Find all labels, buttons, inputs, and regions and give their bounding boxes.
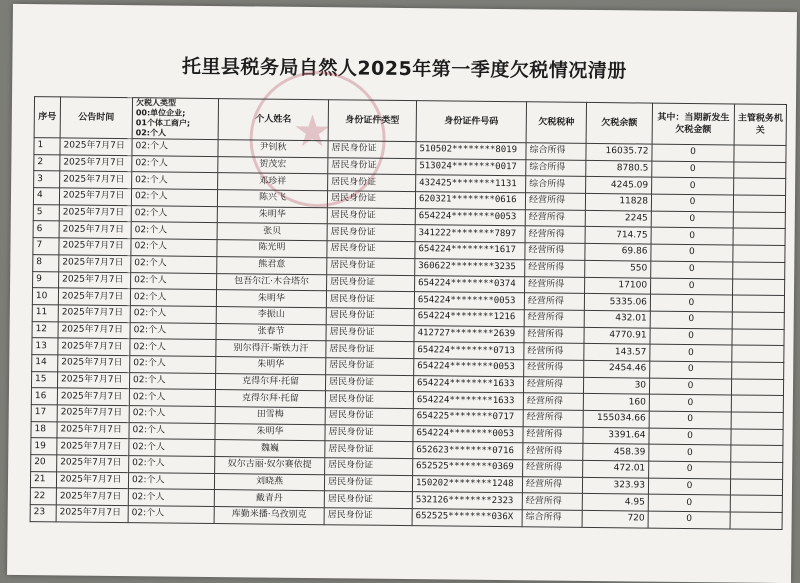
row-id-number: 654224********0053 [414,359,524,377]
row-taxpayer-type: 02:个人 [130,322,216,340]
row-name: 朱明华 [216,290,326,308]
row-id-type: 居民身份证 [328,174,416,192]
header-amount: 欠税余额 [586,102,652,144]
row-authority [730,479,782,496]
row-tax-type: 经营所得 [524,343,584,360]
row-index: 5 [33,204,59,221]
row-amount: 69.86 [585,244,651,261]
row-taxpayer-type: 02:个人 [128,506,214,524]
row-amount: 458.39 [583,444,649,461]
header-tax-type: 欠税税种 [526,102,586,144]
row-date: 2025年7月7日 [60,171,132,188]
row-index: 9 [33,271,59,288]
row-authority [734,145,786,162]
row-index: 7 [33,238,59,255]
row-id-number: 432425********1131 [416,175,526,193]
row-id-number: 620321********0616 [415,192,525,210]
row-amount: 8780.5 [586,160,652,177]
row-id-type: 居民身份证 [324,491,412,509]
row-amount: 720 [582,511,648,528]
page-title: 托里县税务局自然人2025年第一季度欠税情况清册 [181,55,627,83]
row-authority [732,329,784,346]
row-amount: 4245.09 [586,177,652,194]
row-id-type: 居民身份证 [327,274,415,292]
row-taxpayer-type: 02:个人 [130,356,216,374]
row-current-amount: 0 [650,361,732,379]
row-current-amount: 0 [652,144,734,162]
row-index: 16 [31,388,57,405]
row-taxpayer-type: 02:个人 [131,222,217,240]
row-current-amount: 0 [651,228,733,246]
row-name: 库勤米播·乌孜别克 [214,507,324,525]
document-page [7,4,797,583]
row-name: 张贝 [217,223,327,241]
header-id-type: 身份证件类型 [328,100,416,142]
row-amount: 2454.46 [584,360,650,377]
row-authority [733,245,785,262]
row-tax-type: 经营所得 [523,393,583,410]
row-name: 尹钊秋 [218,140,328,158]
row-name: 刘晓燕 [214,473,324,491]
row-name: 奴尔古丽·奴尔赛依提 [215,457,325,475]
row-authority [731,412,783,429]
row-date: 2025年7月7日 [58,338,130,355]
row-taxpayer-type: 02:个人 [132,139,218,157]
row-amount: 3391.64 [583,427,649,444]
row-index: 17 [31,405,57,422]
row-authority [733,278,785,295]
row-index: 13 [32,338,58,355]
row-tax-type: 经营所得 [522,477,582,494]
row-name: 朱明华 [215,423,325,441]
row-authority [731,429,783,446]
row-date: 2025年7月7日 [59,271,131,288]
row-id-type: 居民身份证 [325,424,413,442]
row-id-number: 150202********1248 [412,475,522,493]
row-authority [731,379,783,396]
tax-arrears-table [30,96,787,530]
header-id-number: 身份证件号码 [416,101,526,143]
row-date: 2025年7月7日 [59,188,131,205]
row-name: 魏巍 [215,440,325,458]
header-date: 公告时间 [60,97,132,139]
row-authority [732,295,784,312]
row-taxpayer-type: 02:个人 [129,456,215,474]
row-current-amount: 0 [650,294,732,312]
row-amount: 16035.72 [586,143,652,160]
row-date: 2025年7月7日 [60,155,132,172]
row-index: 14 [32,355,58,372]
row-taxpayer-type: 02:个人 [130,339,216,357]
row-taxpayer-type: 02:个人 [129,372,215,390]
row-amount: 472.01 [583,460,649,477]
row-authority [732,345,784,362]
row-index: 22 [30,488,56,505]
row-current-amount: 0 [650,344,732,362]
row-tax-type: 综合所得 [526,143,586,160]
row-taxpayer-type: 02:个人 [129,422,215,440]
row-id-type: 居民身份证 [325,458,413,476]
row-current-amount: 0 [651,211,733,229]
row-id-type: 居民身份证 [328,141,416,159]
row-tax-type: 经营所得 [524,326,584,343]
row-name: 李振山 [216,306,326,324]
row-index: 2 [34,154,60,171]
row-date: 2025年7月7日 [60,138,132,155]
row-id-number: 510502********8019 [416,142,526,160]
row-current-amount: 0 [649,394,731,412]
row-authority [733,212,785,229]
row-authority [733,262,785,279]
row-amount: 323.93 [582,477,648,494]
row-id-type: 居民身份证 [327,241,415,259]
row-amount: 160 [583,394,649,411]
row-tax-type: 经营所得 [524,360,584,377]
row-amount: 550 [585,260,651,277]
header-idx: 序号 [34,97,60,138]
row-taxpayer-type: 02:个人 [130,306,216,324]
table-header-row [34,97,786,146]
header-authority: 主管税务机关 [734,104,786,146]
row-index: 3 [34,171,60,188]
row-tax-type: 经营所得 [525,193,585,210]
row-id-number: 360622********3235 [415,258,525,276]
row-name: 克得尔拜·托留 [215,373,325,391]
row-index: 15 [31,371,57,388]
row-id-number: 654224********0053 [414,292,524,310]
row-id-type: 居民身份证 [324,474,412,492]
row-id-number: 654224********1633 [413,392,523,410]
row-name: 别尔得汗·斯铁力汗 [216,340,326,358]
row-name: 邓珍祥 [218,173,328,191]
row-id-type: 居民身份证 [327,207,415,225]
row-date: 2025年7月7日 [57,372,129,389]
row-authority [734,178,786,195]
row-id-number: 341222********7897 [415,225,525,243]
row-authority [732,362,784,379]
row-id-number: 654224********0053 [413,425,523,443]
row-name: 贺茂宏 [218,156,328,174]
row-current-amount: 0 [648,511,730,529]
row-current-amount: 0 [652,161,734,179]
row-id-number: 654224********0374 [415,275,525,293]
row-id-type: 居民身份证 [325,441,413,459]
row-tax-type: 综合所得 [526,176,586,193]
row-date: 2025年7月7日 [58,355,130,372]
row-date: 2025年7月7日 [58,321,130,338]
row-index: 4 [33,188,59,205]
row-id-number: 532126********2323 [412,492,522,510]
row-date: 2025年7月7日 [57,405,129,422]
row-index: 11 [32,305,58,322]
row-name: 朱明华 [216,356,326,374]
row-taxpayer-type: 02:个人 [129,406,215,424]
row-date: 2025年7月7日 [56,505,128,522]
row-date: 2025年7月7日 [57,422,129,439]
row-tax-type: 经营所得 [523,376,583,393]
row-index: 1 [34,138,60,155]
row-id-number: 652623********0716 [413,442,523,460]
row-authority [731,462,783,479]
row-amount: 17100 [585,277,651,294]
row-taxpayer-type: 02:个人 [132,172,218,190]
row-id-type: 居民身份证 [324,508,412,526]
row-date: 2025年7月7日 [56,472,128,489]
row-current-amount: 0 [648,478,730,496]
row-current-amount: 0 [649,444,731,462]
row-index: 19 [31,438,57,455]
row-name: 熊君意 [217,256,327,274]
row-current-amount: 0 [649,378,731,396]
row-amount: 5335.06 [584,294,650,311]
row-index: 10 [32,288,58,305]
row-id-number: 654224********0713 [414,342,524,360]
row-tax-type: 经营所得 [525,243,585,260]
row-taxpayer-type: 02:个人 [131,205,217,223]
row-date: 2025年7月7日 [57,388,129,405]
row-amount: 143.57 [584,344,650,361]
row-id-type: 居民身份证 [326,291,414,309]
row-taxpayer-type: 02:个人 [131,255,217,273]
row-id-type: 居民身份证 [328,157,416,175]
row-date: 2025年7月7日 [59,238,131,255]
row-current-amount: 0 [649,461,731,479]
row-date: 2025年7月7日 [56,488,128,505]
row-id-type: 居民身份证 [327,258,415,276]
row-index: 8 [33,254,59,271]
row-id-type: 居民身份证 [326,341,414,359]
row-date: 2025年7月7日 [58,305,130,322]
row-name: 田雪梅 [215,407,325,425]
row-tax-type: 经营所得 [523,426,583,443]
row-amount: 714.75 [585,227,651,244]
row-taxpayer-type: 02:个人 [129,439,215,457]
row-amount: 4.95 [582,494,648,511]
row-amount: 155034.66 [583,410,649,427]
row-current-amount: 0 [650,311,732,329]
row-current-amount: 0 [652,177,734,195]
row-id-type: 居民身份证 [326,308,414,326]
row-taxpayer-type: 02:个人 [132,155,218,173]
row-index: 23 [30,505,56,522]
row-date: 2025年7月7日 [59,221,131,238]
row-index: 6 [33,221,59,238]
row-tax-type: 经营所得 [525,226,585,243]
row-taxpayer-type: 02:个人 [128,472,214,490]
row-index: 18 [31,421,57,438]
row-id-number: 412727********2639 [414,325,524,343]
row-tax-type: 经营所得 [525,210,585,227]
row-tax-type: 经营所得 [525,276,585,293]
row-authority [731,445,783,462]
row-id-type: 居民身份证 [325,374,413,392]
row-authority [730,495,782,512]
row-tax-type: 经营所得 [524,293,584,310]
row-amount: 11828 [585,193,651,210]
row-tax-type: 经营所得 [522,493,582,510]
row-id-number: 652525********036X [412,509,522,527]
row-id-number: 654224********1617 [415,242,525,260]
row-index: 21 [30,471,56,488]
row-index: 12 [32,321,58,338]
header-name: 个人姓名 [218,99,328,141]
header-type: 欠税人类型 00:单位企业; 01个体工商户; 02:个人 [132,98,218,140]
row-name: 包吾尔江·木合塔尔 [217,273,327,291]
row-name: 陈兴飞 [217,190,327,208]
row-date: 2025年7月7日 [59,205,131,222]
row-current-amount: 0 [650,328,732,346]
row-current-amount: 0 [651,194,733,212]
row-id-number: 654224********0053 [415,208,525,226]
row-current-amount: 0 [651,261,733,279]
row-date: 2025年7月7日 [59,255,131,272]
header-current: 其中：当期新发生欠税金额 [652,103,734,145]
row-name: 朱明华 [217,206,327,224]
row-taxpayer-type: 02:个人 [131,272,217,290]
row-authority [734,162,786,179]
row-tax-type: 经营所得 [524,310,584,327]
row-authority [730,512,782,529]
row-tax-type: 综合所得 [526,159,586,176]
row-name: 克得尔拜·托留 [215,390,325,408]
row-name: 戴青丹 [214,490,324,508]
row-index: 20 [31,455,57,472]
row-taxpayer-type: 02:个人 [131,189,217,207]
row-authority [733,195,785,212]
row-id-type: 居民身份证 [326,324,414,342]
row-amount: 30 [583,377,649,394]
row-taxpayer-type: 02:个人 [129,389,215,407]
row-id-number: 654224********1633 [413,375,523,393]
row-id-type: 居民身份证 [327,191,415,209]
row-id-number: 654224********1216 [414,309,524,327]
row-amount: 2245 [585,210,651,227]
row-current-amount: 0 [651,244,733,262]
row-tax-type: 经营所得 [523,443,583,460]
row-amount: 4770.91 [584,327,650,344]
row-tax-type: 综合所得 [522,510,582,527]
row-date: 2025年7月7日 [58,288,130,305]
row-tax-type: 经营所得 [525,260,585,277]
row-current-amount: 0 [649,411,731,429]
row-current-amount: 0 [649,428,731,446]
row-authority [731,395,783,412]
row-tax-type: 经营所得 [523,410,583,427]
row-current-amount: 0 [651,278,733,296]
row-authority [733,228,785,245]
row-id-type: 居民身份证 [327,224,415,242]
row-taxpayer-type: 02:个人 [128,489,214,507]
row-current-amount: 0 [648,495,730,513]
seal-star-icon: ★ [292,105,333,158]
row-taxpayer-type: 02:个人 [131,239,217,257]
row-taxpayer-type: 02:个人 [130,289,216,307]
row-id-number: 652525********0369 [413,459,523,477]
row-id-number: 654225********0717 [413,409,523,427]
row-id-type: 居民身份证 [325,408,413,426]
row-authority [732,312,784,329]
row-id-type: 居民身份证 [326,358,414,376]
row-id-type: 居民身份证 [325,391,413,409]
row-date: 2025年7月7日 [57,455,129,472]
row-name: 陈光明 [217,240,327,258]
row-name: 张春节 [216,323,326,341]
row-id-number: 513024********0017 [416,158,526,176]
row-tax-type: 经营所得 [523,460,583,477]
row-date: 2025年7月7日 [57,438,129,455]
row-amount: 432.01 [584,310,650,327]
